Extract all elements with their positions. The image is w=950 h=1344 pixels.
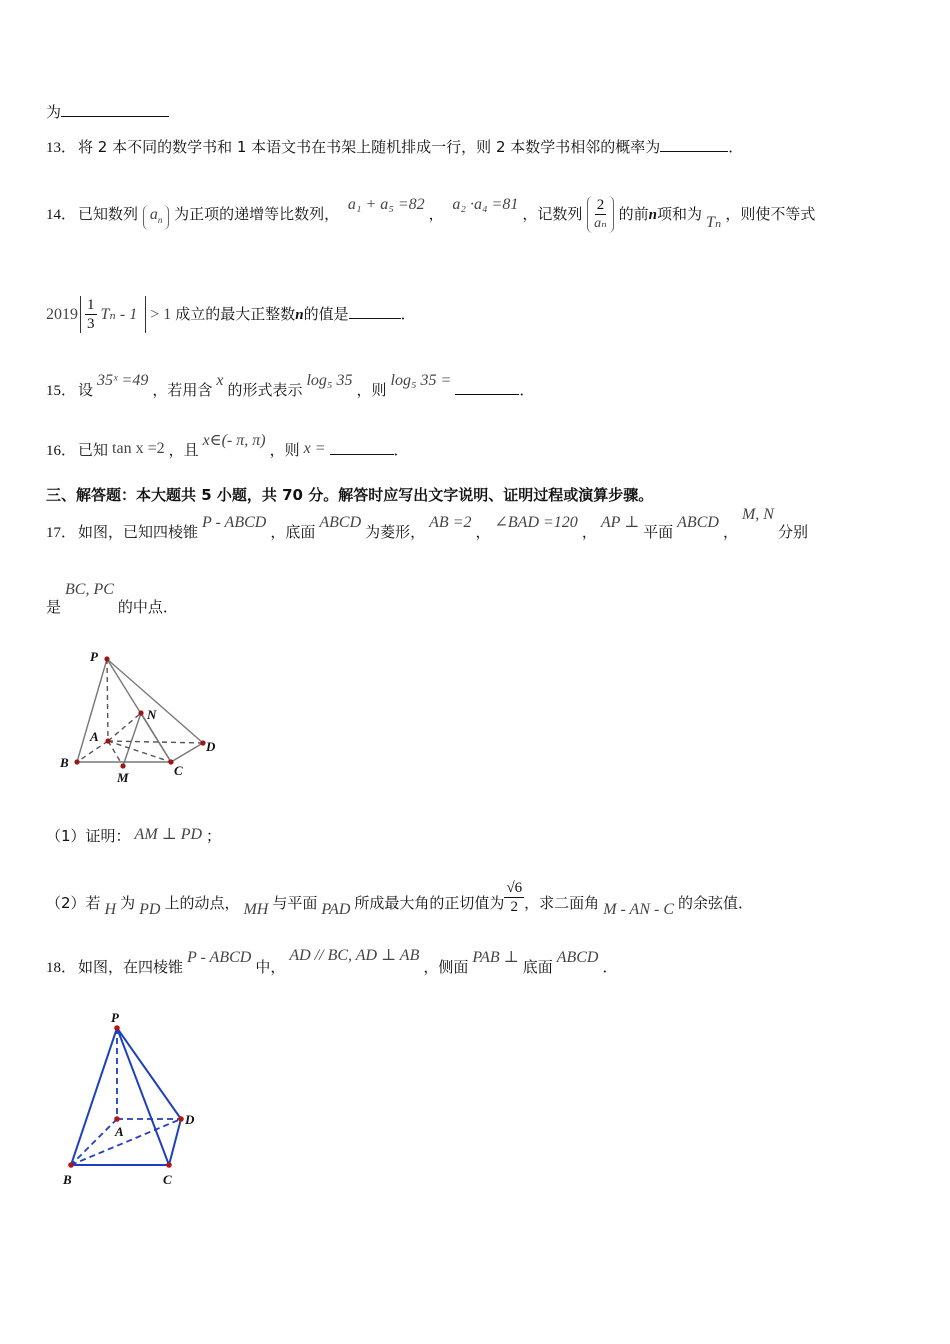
q17-sep: ， <box>475 523 491 541</box>
ineq-lead: 2019 <box>46 306 78 323</box>
part1-math: AM ⊥ PD <box>134 826 203 843</box>
sequence-an <box>143 205 170 230</box>
q17-sep3: ， <box>722 523 738 541</box>
q17-text-1: 如图，已知四棱锥 <box>78 523 199 541</box>
ineq-inner: Tₙ - 1 <box>100 306 138 323</box>
edge-bd-hidden <box>71 1119 181 1165</box>
q18-text-2: 中， <box>255 958 286 976</box>
part2-text-b: 上的动点， <box>164 894 240 912</box>
label-b: B <box>63 1172 72 1187</box>
q17-m3: AB =2 <box>429 514 472 531</box>
point-b <box>68 1162 74 1168</box>
fraction-sqrt6-over-2 <box>504 879 524 916</box>
q16-text-3: ，则 <box>269 441 300 459</box>
label-m: M <box>117 770 129 785</box>
point-p <box>104 656 109 661</box>
q17-sep2: ， <box>581 523 597 541</box>
seq-letter: a <box>149 206 158 223</box>
q18-text-4: 底面 <box>522 958 553 976</box>
edge-pb <box>71 1028 117 1165</box>
frac-den: aₙ <box>594 216 607 231</box>
q18-m1: P - ABCD <box>187 949 252 966</box>
answer-blank[interactable] <box>660 137 728 152</box>
q14-text-8: 的值是 <box>303 305 349 323</box>
q16-eq2: x∈(- π, π) <box>202 432 266 449</box>
question-number: 17． <box>46 525 77 541</box>
label-d: D <box>185 1112 195 1127</box>
q13-text: 将 2 本不同的数学书和 1 本语文书在书架上随机排成一行，则 2 本数学书相邻的概率为 <box>78 138 661 156</box>
frac-den: 2 <box>510 899 519 915</box>
question-number: 16． <box>46 443 77 459</box>
q17-text-4: 平面 <box>643 523 674 541</box>
q18-m4: ABCD <box>556 949 599 966</box>
point-d <box>200 740 205 745</box>
label-a: A <box>90 729 99 744</box>
answer-blank[interactable] <box>61 102 169 117</box>
q17-m4: ∠BAD =120 <box>494 514 578 531</box>
answer-blank[interactable] <box>330 440 394 455</box>
edge-pb <box>77 659 107 762</box>
edge-pd <box>107 659 203 743</box>
point-c <box>168 759 173 764</box>
abs-value <box>80 296 146 333</box>
part2-text-f: 的余弦值． <box>678 894 754 912</box>
part1-end: ； <box>206 827 222 845</box>
point-n <box>138 710 143 715</box>
q14-eq1: a₁ + a₅ =82 <box>347 196 425 213</box>
q14-text-1: 已知数列 <box>78 205 139 223</box>
q17-m5: AP ⊥ <box>600 514 640 531</box>
label-c: C <box>174 763 183 778</box>
var-mh: MH <box>243 901 269 918</box>
q14-text-7: 成立的最大正整数 <box>175 305 296 323</box>
part2-label: （2）若 <box>46 894 101 912</box>
q18-m2: AD // BC, AD ⊥ AB <box>289 947 420 964</box>
label-d: D <box>206 739 216 754</box>
var-tn: Tₙ <box>705 214 722 231</box>
question-14-line2 <box>46 296 910 333</box>
question-17-line2 <box>46 581 910 618</box>
q16-text-1: 已知 <box>78 441 109 459</box>
frac-num: 2 <box>596 197 605 213</box>
q18-end: ． <box>602 958 618 976</box>
part2-text-c: 与平面 <box>272 894 318 912</box>
frac-den: 3 <box>87 316 95 332</box>
label-n: N <box>147 707 157 722</box>
frac-num: √6 <box>506 880 523 896</box>
q13-end: ． <box>728 138 744 156</box>
q18-text-1: 如图，在四棱锥 <box>78 958 184 976</box>
q14-end: ． <box>400 305 416 323</box>
edge-ac-hidden <box>108 741 171 762</box>
fraction <box>85 296 97 333</box>
var-pad: PAD <box>321 901 351 918</box>
q18-pyramid-figure <box>55 1008 215 1188</box>
answer-blank[interactable] <box>455 380 519 395</box>
seq-sub: n <box>157 215 163 226</box>
part2-text-a: 为 <box>120 894 136 912</box>
q12-tail <box>46 102 910 122</box>
q15-end: ． <box>519 381 535 399</box>
dihedral-angle: M - AN - C <box>603 901 674 918</box>
point-a <box>114 1116 120 1122</box>
label-p: P <box>111 1010 119 1025</box>
q17-pyramid-figure <box>50 645 230 790</box>
point-b <box>74 759 79 764</box>
section-3-title: 三、解答题：本大题共 5 小题，共 70 分。解答时应写出文字说明、证明过程或演算步骤。 <box>46 486 654 504</box>
q17-part-2 <box>46 880 910 922</box>
q16-eq1: tan x =2 <box>112 440 165 457</box>
q17-text-7: 的中点． <box>117 598 178 616</box>
var-n: n <box>295 307 304 323</box>
question-number: 15． <box>46 383 77 399</box>
q16-x: x = <box>303 440 326 457</box>
point-m <box>120 763 125 768</box>
q16-text-2: ，且 <box>168 441 199 459</box>
q16-end: ． <box>393 441 409 459</box>
q14-sep: ， <box>428 205 444 223</box>
q14-text-4: 的前 <box>618 205 649 223</box>
fraction <box>594 196 607 233</box>
label-b: B <box>60 755 69 770</box>
edge-pc <box>117 1028 169 1165</box>
label-a: A <box>115 1124 124 1139</box>
edge-ad-hidden <box>108 741 203 743</box>
sequence-2-over-an <box>587 196 614 233</box>
question-15 <box>46 372 910 401</box>
q17-text-3: 为菱形， <box>365 523 426 541</box>
q17-m6: ABCD <box>677 514 719 531</box>
q14-text-3: ，记数列 <box>522 205 583 223</box>
q15-eq1: 35ˣ =49 <box>97 372 149 389</box>
q14-text-6: ，则使不等式 <box>725 205 816 223</box>
edge-cd <box>171 743 203 762</box>
edge-pa-hidden <box>107 659 108 741</box>
part2-text-e: ，求二面角 <box>524 894 600 912</box>
q17-part-1 <box>46 826 910 847</box>
edge-cd <box>169 1119 181 1165</box>
question-number: 13． <box>46 140 77 156</box>
part2-text-d: 所成最大角的正切值为 <box>354 894 505 912</box>
q18-text-3: ，侧面 <box>423 958 469 976</box>
question-17 <box>46 506 910 543</box>
q12-tail-text: 为 <box>46 103 62 121</box>
point-a <box>105 738 110 743</box>
var-x: x <box>216 372 224 389</box>
q17-text-2: ，底面 <box>270 523 316 541</box>
q15-text-1: 设 <box>78 381 94 399</box>
q14-eq2: a₂ ·a₄ =81 <box>452 196 519 213</box>
q17-m2: ABCD <box>319 514 362 531</box>
edge-pd <box>117 1028 181 1119</box>
var-n: n <box>648 207 657 223</box>
question-18 <box>46 947 910 978</box>
label-p: P <box>90 649 98 664</box>
q17-text-6: 是 <box>46 598 62 616</box>
var-pd: PD <box>139 901 161 918</box>
question-number: 14． <box>46 207 77 223</box>
q15-text-4: ，则 <box>356 381 387 399</box>
q15-text-3: 的形式表示 <box>227 381 303 399</box>
q18-m3: PAB ⊥ <box>472 949 519 966</box>
question-16 <box>46 432 910 461</box>
q17-text-5: 分别 <box>777 523 808 541</box>
q17-m8: BC, PC <box>65 581 114 598</box>
q17-m1: P - ABCD <box>202 514 267 531</box>
q17-m7: M, N <box>741 506 774 523</box>
q15-log: log₅ 35 <box>306 372 353 389</box>
q15-log2: log₅ 35 = <box>390 372 452 389</box>
point-c <box>166 1162 172 1168</box>
answer-blank[interactable] <box>349 304 401 319</box>
question-13 <box>46 137 910 158</box>
point-d <box>178 1116 184 1122</box>
ineq-tail: > 1 <box>150 306 172 323</box>
point-p <box>114 1025 120 1031</box>
frac-num: 1 <box>87 297 95 313</box>
part1-label: （1）证明： <box>46 827 131 845</box>
q14-text-5: 项和为 <box>656 205 702 223</box>
q14-text-2: 为正项的递增等比数列， <box>174 205 340 223</box>
q15-text-2: ，若用含 <box>152 381 213 399</box>
var-h: H <box>104 901 117 918</box>
label-c: C <box>163 1172 172 1187</box>
question-number: 18． <box>46 960 77 976</box>
question-14 <box>46 196 910 233</box>
